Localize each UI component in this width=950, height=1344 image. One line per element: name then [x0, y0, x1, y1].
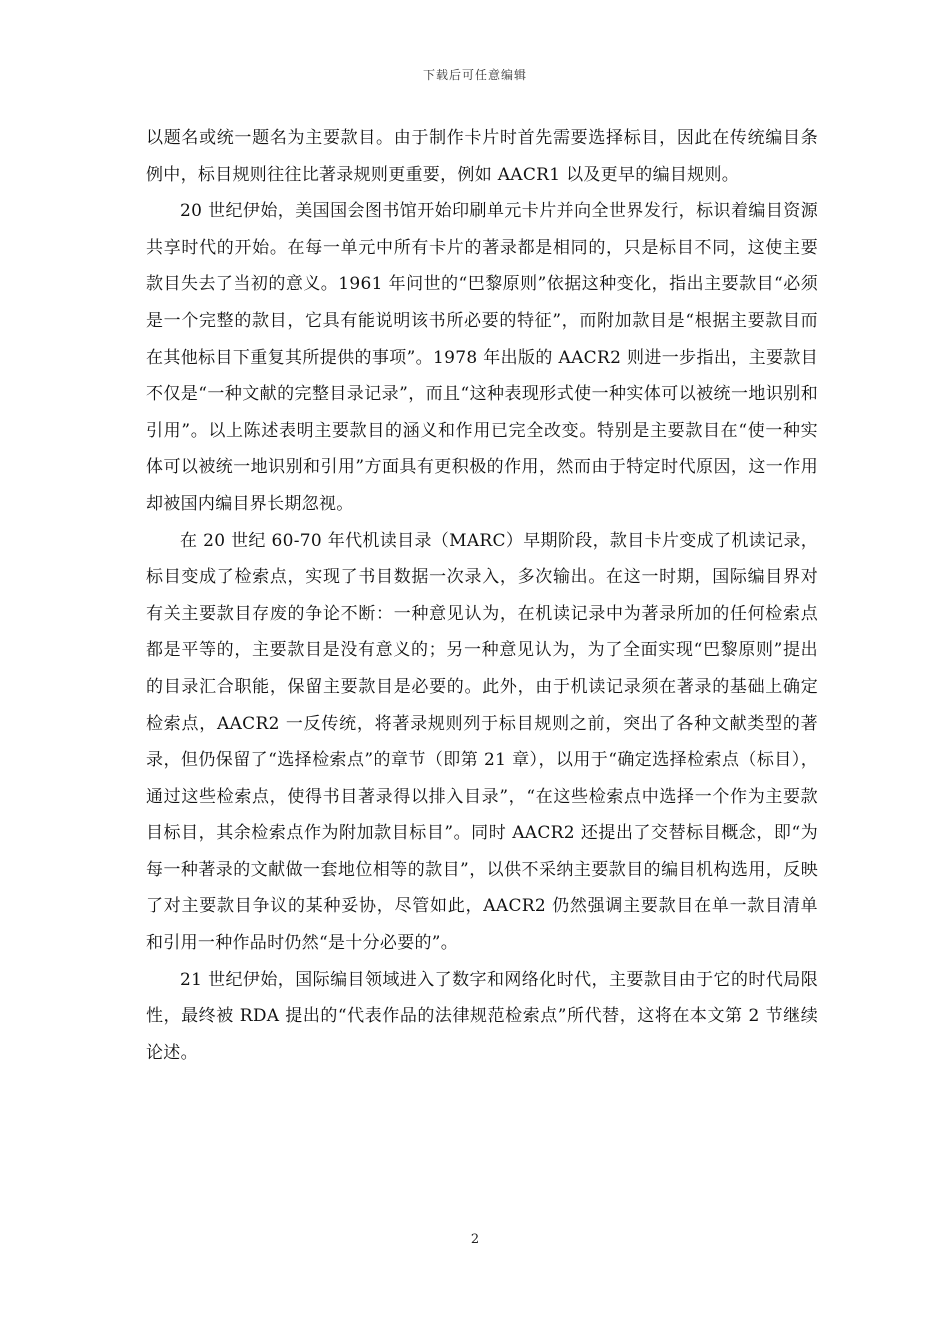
paragraph-2: 20 世纪伊始，美国国会图书馆开始印刷单元卡片并向全世界发行，标识着编目资源共享时代的开始。在每一单元中所有卡片的著录都是相同的，只是标目不同，这使主要款目失去了当初的意义。1961 年问世的“巴黎原则”依据这种变化，指出主要款目“必须是一个完整的款目，它具有能说明该书所必要的特征”，而附加款目是“根据主要款目而在其他标目下重复其所提供的事项”。1978 年出版的 AACR2 则进一步指出，主要款目不仅是“一种文献的完整目录记录”，而且“这种表现形式使一种实体可以被统一地识别和引用”。以上陈述表明主要款目的涵义和作用已完全改变。特别是主要款目在“使一种实体可以被统一地识别和引用”方面具有更积极的作用，然而由于特定时代原因，这一作用却被国内编目界长期忽视。 — [146, 201, 818, 514]
body-text — [146, 120, 818, 1071]
page-number: 2 — [470, 1232, 480, 1247]
paragraph-4: 21 世纪伊始，国际编目领域进入了数字和网络化时代，主要款目由于它的时代局限性，最终被 RDA 提出的“代表作品的法律规范检索点”所代替，这将在本文第 2 节继续论述。 — [146, 969, 818, 1063]
page-header: 下载后可任意编辑 — [422, 68, 527, 82]
paragraph-1: 以题名或统一题名为主要款目。由于制作卡片时首先需要选择标目，因此在传统编目条例中，标目规则往往比著录规则更重要，例如 AACR1 以及更早的编目规则。 — [146, 128, 818, 185]
paragraph-3: 在 20 世纪 60-70 年代机读目录（MARC）早期阶段，款目卡片变成了机读记录，标目变成了检索点，实现了书目数据一次录入，多次输出。在这一时期，国际编目界对有关主要款目存废的争论不断：一种意见认为，在机读记录中为著录所加的任何检索点都是平等的，主要款目是没有意义的；另一种意见认为，为了全面实现“巴黎原则”提出的目录汇合职能，保留主要款目是必要的。此外，由于机读记录须在著录的基础上确定检索点，AACR2 一反传统，将著录规则列于标目规则之前，突出了各种文献类型的著录，但仍保留了“选择检索点”的章节（即第 21 章），以用于“确定选择检索点（标目），通过这些检索点，使得书目著录得以排入目录”，“在这些检索点中选择一个作为主要款目标目，其余检索点作为附加款目标目”。同时 AACR2 还提出了交替标目概念，即“为每一种著录的文献做一套地位相等的款目”，以供不采纳主要款目的编目机构选用，反映了对主要款目争议的某种妥协，尽管如此，AACR2 仍然强调主要款目在单一款目清单和引用一种作品时仍然“是十分必要的”。 — [146, 530, 818, 954]
